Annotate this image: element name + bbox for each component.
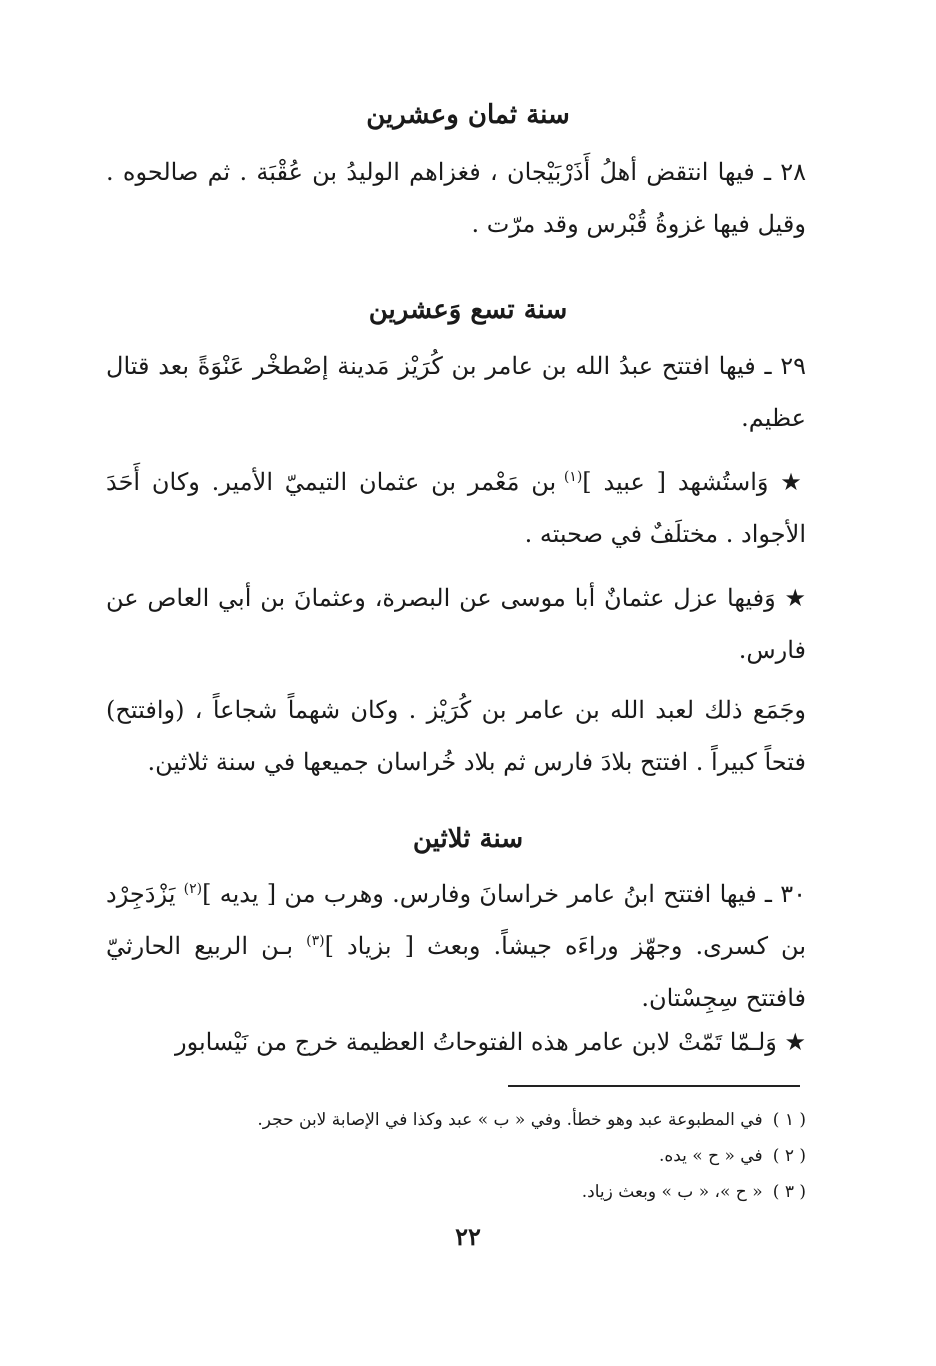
footnote-text: في « ح » يده. <box>658 1146 763 1166</box>
section-heading-year-30: سنة ثلاثين <box>412 824 524 854</box>
footnote-1 <box>246 1102 806 1138</box>
paragraph-dismissal: ★ وَفيها عزل عثمانٌ أبا موسى عن البصرة، وعثمانَ بن أبي العاص عن فارس. <box>106 584 806 664</box>
paragraph-30 <box>106 868 806 1024</box>
section-heading-year-29: سنة تسع وَعشرين <box>368 295 568 325</box>
footnote-number: ( ١ ) <box>772 1110 806 1130</box>
footnote-number: ( ٢ ) <box>772 1146 806 1166</box>
paragraph-30-after: بـن الربيع الحارثيّ فافتتح سِجِسْتان. <box>106 932 806 1012</box>
section-heading-year-28: سنة ثمان وعشرين <box>366 100 570 130</box>
paragraph-martyrdom-before: ★ وَاستُشهد [ عبيد ] <box>582 468 806 496</box>
footnotes-list <box>246 1102 806 1210</box>
paragraph-conquest: وجَمَع ذلك لعبد الله بن عامر بن كُرَيْز . وكان شهماً شجاعاً ، (وافتتح) فتحاً كبيراً . افتتح بلادَ فارس ثم بلاد خُراسان جميعها في سنة ثلاثين. <box>106 696 806 776</box>
footnote-3 <box>246 1174 806 1210</box>
paragraph-29: ٢٩ ـ فيها افتتح عبدُ الله بن عامر بن كُرَيْز مَدينة إصْطخْر عَنْوَةً بعد قتال عظيم. <box>106 352 806 432</box>
paragraph-30-mid: يَزْدَجِرْد بن كسرى. وجهّز وراءَه جيشاً. وبعث [ بزياد ] <box>106 880 807 960</box>
paragraph-martyrdom-after: بن مَعْمر بن عثمان التيميّ الأمير. وكان أَحَدَ الأجواد . مختلَفٌ في صحبته . <box>106 468 806 548</box>
paragraph-nishapur: ★ وَلـمّا تَمّتْ لابن عامر هذه الفتوحاتُ العظيمة خرج من نَيْسابور <box>175 1028 806 1056</box>
footnote-text: في المطبوعة عبد وهو خطأ. وفي « ب » عبد وكذا في الإصابة لابن حجر. <box>257 1110 763 1130</box>
page-number: ٢٢ <box>455 1222 481 1251</box>
footnote-ref-1: (١) <box>563 469 583 485</box>
paragraph-30-before: ٣٠ ـ فيها افتتح ابنُ عامر خراسانَ وفارس. وهرب من [ يديه ] <box>202 880 806 908</box>
paragraph-martyrdom <box>106 456 806 560</box>
footnote-2 <box>246 1138 806 1174</box>
footnote-separator <box>508 1085 800 1087</box>
footnote-ref-3: (٣) <box>306 933 325 949</box>
footnote-text: « ح »، « ب » وبعث زياد. <box>581 1182 763 1202</box>
footnote-ref-2: (٢) <box>183 881 203 897</box>
footnote-number: ( ٣ ) <box>772 1182 806 1202</box>
paragraph-28: ٢٨ ـ فيها انتقض أهلُ أَذَرْبَيْجان ، فغزاهم الوليدُ بن عُقْبَة . ثم صالحوه . وقيل فيها غزوةُ قُبْرس وقد مرّت . <box>106 158 806 238</box>
